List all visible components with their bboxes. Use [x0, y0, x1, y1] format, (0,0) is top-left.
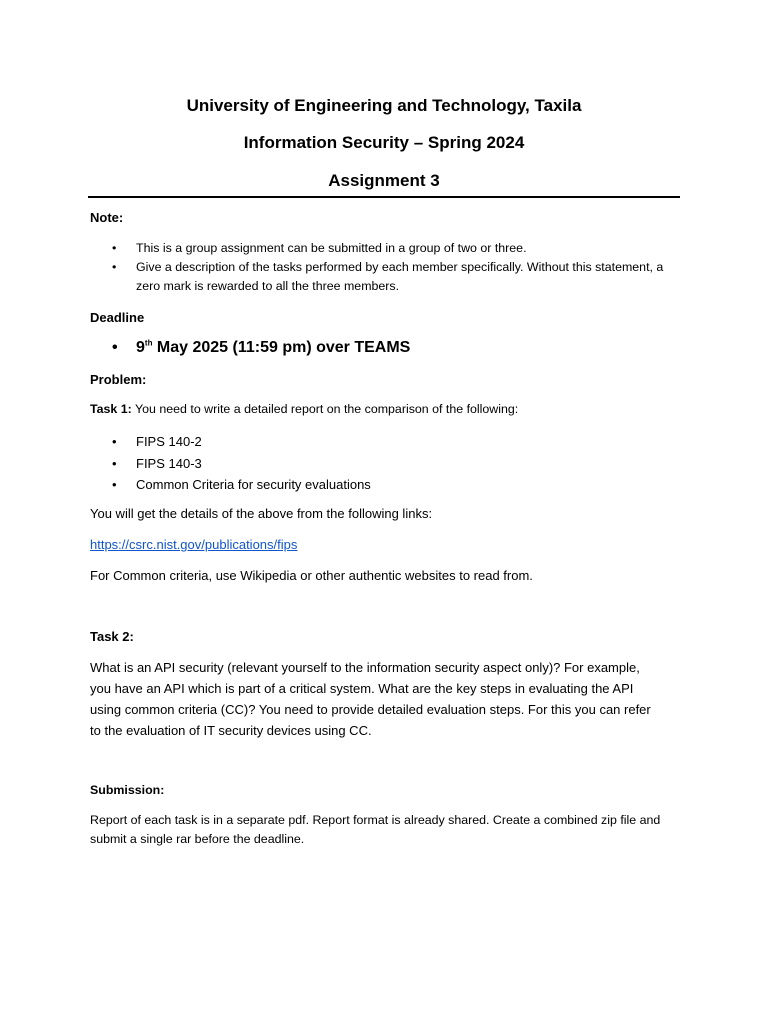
- note-list: [90, 239, 680, 277]
- task1-list: [90, 431, 680, 496]
- task2-paragraph: [90, 657, 680, 741]
- links-intro: You will get the details of the above from the following links:: [90, 506, 433, 521]
- task1-label: Task 1:: [90, 402, 132, 416]
- deadline-day-suffix: th: [144, 338, 153, 348]
- note-item: • Give a description of the tasks performed by each member specifically. Without this statement, a: [90, 258, 680, 277]
- task2-heading: Task 2:: [90, 629, 134, 644]
- assignment-title: Assignment 3: [328, 171, 440, 190]
- submission-line: submit a single rar before the deadline.: [90, 832, 305, 846]
- task1-text: You need to write a detailed report on the comparison of the following:: [131, 402, 519, 416]
- task1-item: • Common Criteria for security evaluations: [90, 474, 680, 496]
- note-heading: Note:: [90, 210, 124, 225]
- common-criteria-note: For Common criteria, use Wikipedia or other authentic websites to read from.: [90, 568, 533, 583]
- task1-item: • FIPS 140-3: [90, 453, 680, 475]
- task1-item: • FIPS 140-2: [90, 431, 680, 453]
- submission-line: Report of each task is in a separate pdf. Report format is already shared. Create a combined zip file and: [90, 813, 661, 827]
- task2-line: What is an API security (relevant yourself to the information security aspect only)? For example,: [90, 660, 640, 675]
- deadline-item: [90, 339, 680, 357]
- deadline-day: 9: [136, 339, 145, 356]
- task2-line: you have an API which is part of a critical system. What are the key steps in evaluating the API: [90, 681, 634, 696]
- problem-heading: Problem:: [90, 372, 147, 387]
- submission-heading: Submission:: [90, 783, 165, 797]
- task2-line: using common criteria (CC)? You need to provide detailed evaluation steps. For this you can refer: [90, 702, 651, 717]
- deadline-rest: May 2025 (11:59 pm) over TEAMS: [152, 339, 411, 356]
- course-title: Information Security – Spring 2024: [243, 133, 525, 152]
- task2-line: to the evaluation of IT security devices using CC.: [90, 723, 372, 738]
- note-item: • This is a group assignment can be submitted in a group of two or three.: [90, 239, 680, 258]
- note-item-continuation: zero mark is rewarded to all the three members.: [136, 279, 400, 293]
- task1-line: [90, 400, 680, 419]
- deadline-list: [90, 339, 680, 357]
- fips-link[interactable]: https://csrc.nist.gov/publications/fips: [90, 537, 298, 552]
- header-divider: [88, 196, 680, 198]
- university-title: University of Engineering and Technology, Taxila: [186, 96, 582, 115]
- deadline-heading: Deadline: [90, 310, 145, 325]
